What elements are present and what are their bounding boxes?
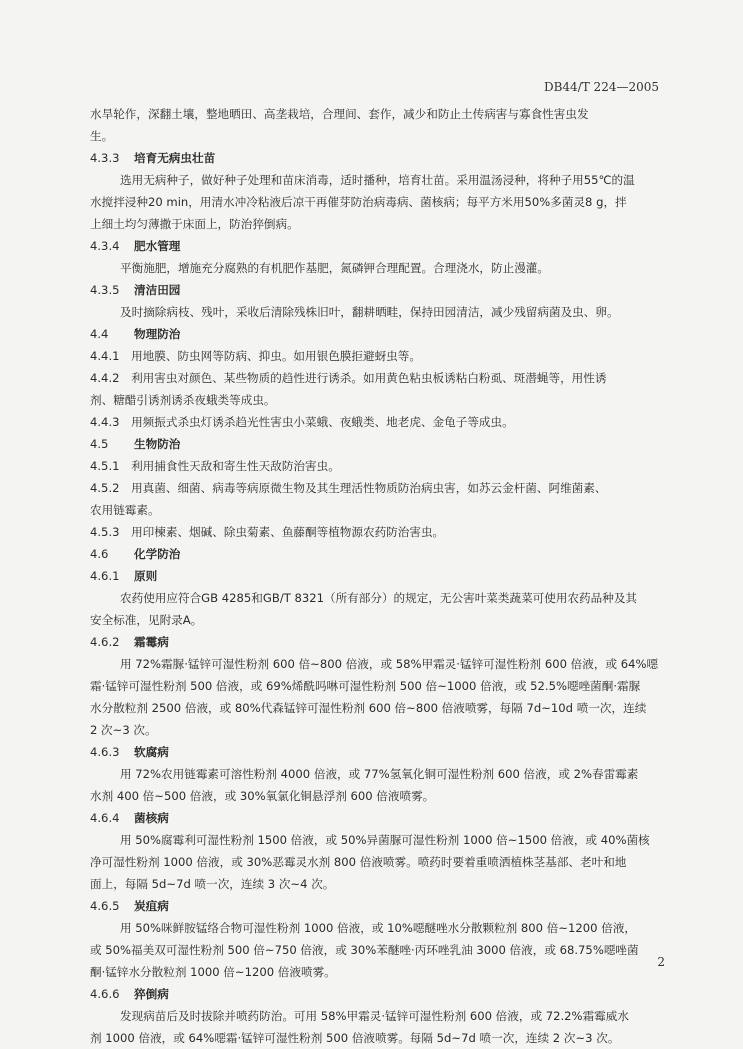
text-line: 4.4.1 用地膜、防虫网等防病、抑虫。如用银色膜拒避蚜虫等。 (90, 349, 421, 363)
text-line: 剂 1000 倍液，或 64%噁霜·锰锌可湿性粉剂 500 倍液喷雾。每隔 5d~7d 喷一次，连续 2 次~3 次。 (90, 1031, 620, 1045)
section-heading (90, 323, 660, 345)
section-number: 4.3.3 (90, 151, 120, 165)
text-line: 或 50%福美双可湿性粉剂 500 倍~750 倍液，或 30%苯醚唑·丙环唑乳油 3000 倍液，或 68.75%噁唑菌 (90, 943, 639, 957)
section-title: 肥水管理 (134, 239, 181, 253)
text-line: 用 72%农用链霉素可溶性粉剂 4000 倍液，或 77%氢氧化铜可湿性粉剂 600 倍液，或 2%春雷霉素 (120, 767, 639, 781)
text-line: 霜·锰锌可湿性粉剂 500 倍液，或 69%烯酰吗啉可湿性粉剂 500 倍~1000 倍液，或 52.5%噁唑菌酮·霜脲 (90, 679, 641, 693)
section-title: 菌核病 (134, 811, 169, 825)
section-number: 4.6.1 (90, 569, 120, 583)
section-heading (90, 147, 660, 169)
text-line: 水搅拌浸种20 min，用清水冲冷粘液后凉干再催芽防治病毒病、菌核病；每平方米用50%多菌灵8 g，拌 (90, 195, 627, 209)
section-number: 4.4 (90, 327, 109, 341)
section-title: 物理防治 (134, 327, 181, 341)
section-heading (90, 983, 660, 1005)
text-line: 4.4.3 用频振式杀虫灯诱杀趋光性害虫小菜蛾、夜蛾类、地老虎、金龟子等成虫。 (90, 415, 514, 429)
section-heading (90, 895, 660, 917)
text-line: 用 50%咪鲜胺锰络合物可湿性粉剂 1000 倍液，或 10%噁醚唑水分散颗粒剂 800 倍~1200 倍液， (120, 921, 637, 935)
text-line: 酮·锰锌水分散粒剂 1000 倍~1200 倍液喷雾。 (90, 965, 336, 979)
section-title: 原则 (134, 569, 158, 583)
text-line: 用 72%霜脲·锰锌可湿性粉剂 600 倍~800 倍液，或 58%甲霜灵·锰锌可湿性粉剂 600 倍液，或 64%噁 (120, 657, 659, 671)
section-heading (90, 741, 660, 763)
text-line: 及时摘除病枝、残叶，采收后清除残株旧叶，翻耕晒畦，保持田园清洁，减少残留病菌及虫、卵。 (120, 305, 619, 319)
section-title: 霜霉病 (134, 635, 169, 649)
section-number: 4.6 (90, 547, 109, 561)
text-line: 农药使用应符合GB 4285和GB/T 8321（所有部分）的规定，无公害叶菜类蔬菜可使用农药品种及其 (120, 591, 638, 605)
text-line: 4.5.1 利用捕食性天敌和寄生性天敌防治害虫。 (90, 459, 340, 473)
section-heading (90, 279, 660, 301)
text-line: 净可湿性粉剂 1000 倍液，或 30%恶霉灵水剂 800 倍液喷雾。喷药时要着重喷洒植株茎基部、老叶和地 (90, 855, 627, 869)
text-line: 发现病苗后及时拔除并喷药防治。可用 58%甲霜灵·锰锌可湿性粉剂 600 倍液，或 72.2%霜霉威水 (120, 1009, 629, 1023)
section-number: 4.5 (90, 437, 109, 451)
section-heading (90, 631, 660, 653)
section-number: 4.3.4 (90, 239, 120, 253)
section-heading (90, 433, 660, 455)
section-title: 炭疽病 (134, 899, 169, 913)
section-number: 4.6.3 (90, 745, 120, 759)
section-title: 培育无病虫壮苗 (134, 151, 216, 165)
section-title: 生物防治 (134, 437, 181, 451)
section-title: 猝倒病 (134, 987, 169, 1001)
text-line: 水旱轮作，深翻土壤，整地晒田、高垄栽培，合理间、套作，减少和防止土传病害与寡食性害虫发 (90, 107, 589, 121)
text-line: 安全标准，见附录A。 (90, 613, 203, 627)
text-line: 上细土均匀薄撒于床面上，防治猝倒病。 (90, 217, 299, 231)
text-line: 4.4.2 利用害虫对颜色、某些物质的趋性进行诱杀。如用黄色粘虫板诱粘白粉虱、斑潜蝇等，用性诱 (90, 371, 607, 385)
section-title: 软腐病 (134, 745, 169, 759)
section-number: 4.6.4 (90, 811, 120, 825)
section-number: 4.6.6 (90, 987, 120, 1001)
text-line: 4.5.2 用真菌、细菌、病毒等病原微生物及其生理活性物质防治病虫害，如苏云金杆菌、阿维菌素、 (90, 481, 607, 495)
standard-code: DB44/T 224—2005 (543, 80, 659, 94)
text-line: 农用链霉素。 (90, 503, 160, 517)
section-title: 化学防治 (134, 547, 181, 561)
text-line: 生。 (90, 129, 114, 143)
section-heading (90, 235, 660, 257)
section-number: 4.6.2 (90, 635, 120, 649)
text-line: 4.5.3 用印楝素、烟碱、除虫菊素、鱼藤酮等植物源农药防治害虫。 (90, 525, 445, 539)
text-line: 平衡施肥，增施充分腐熟的有机肥作基肥，氮磷钾合理配置。合理浇水，防止漫灌。 (120, 261, 549, 275)
text-line: 剂、糖醋引诱剂诱杀夜蛾类等成虫。 (90, 393, 276, 407)
section-number: 4.3.5 (90, 283, 120, 297)
text-line: 面上，每隔 5d~7d 喷一次，连续 3 次~4 次。 (90, 877, 335, 891)
text-line: 2 次~3 次。 (90, 723, 157, 737)
text-line: 选用无病种子，做好种子处理和苗床消毒，适时播种，培育壮苗。采用温汤浸种，将种子用55℃的温 (120, 173, 635, 187)
section-heading (90, 543, 660, 565)
page-number: 2 (657, 955, 665, 969)
text-line: 水剂 400 倍~500 倍液，或 30%氧氯化铜悬浮剂 600 倍液喷雾。 (90, 789, 435, 803)
text-line: 水分散粒剂 2500 倍液，或 80%代森锰锌可湿性粉剂 600 倍~800 倍液喷雾，每隔 7d~10d 喷一次，连续 (90, 701, 647, 715)
section-heading (90, 807, 660, 829)
text-line: 用 50%腐霉利可湿性粉剂 1500 倍液，或 50%异菌脲可湿性粉剂 1000 倍~1500 倍液，或 40%菌核 (120, 833, 650, 847)
section-title: 清洁田园 (134, 283, 181, 297)
section-number: 4.6.5 (90, 899, 120, 913)
document-body (90, 103, 660, 1049)
section-heading (90, 565, 660, 587)
